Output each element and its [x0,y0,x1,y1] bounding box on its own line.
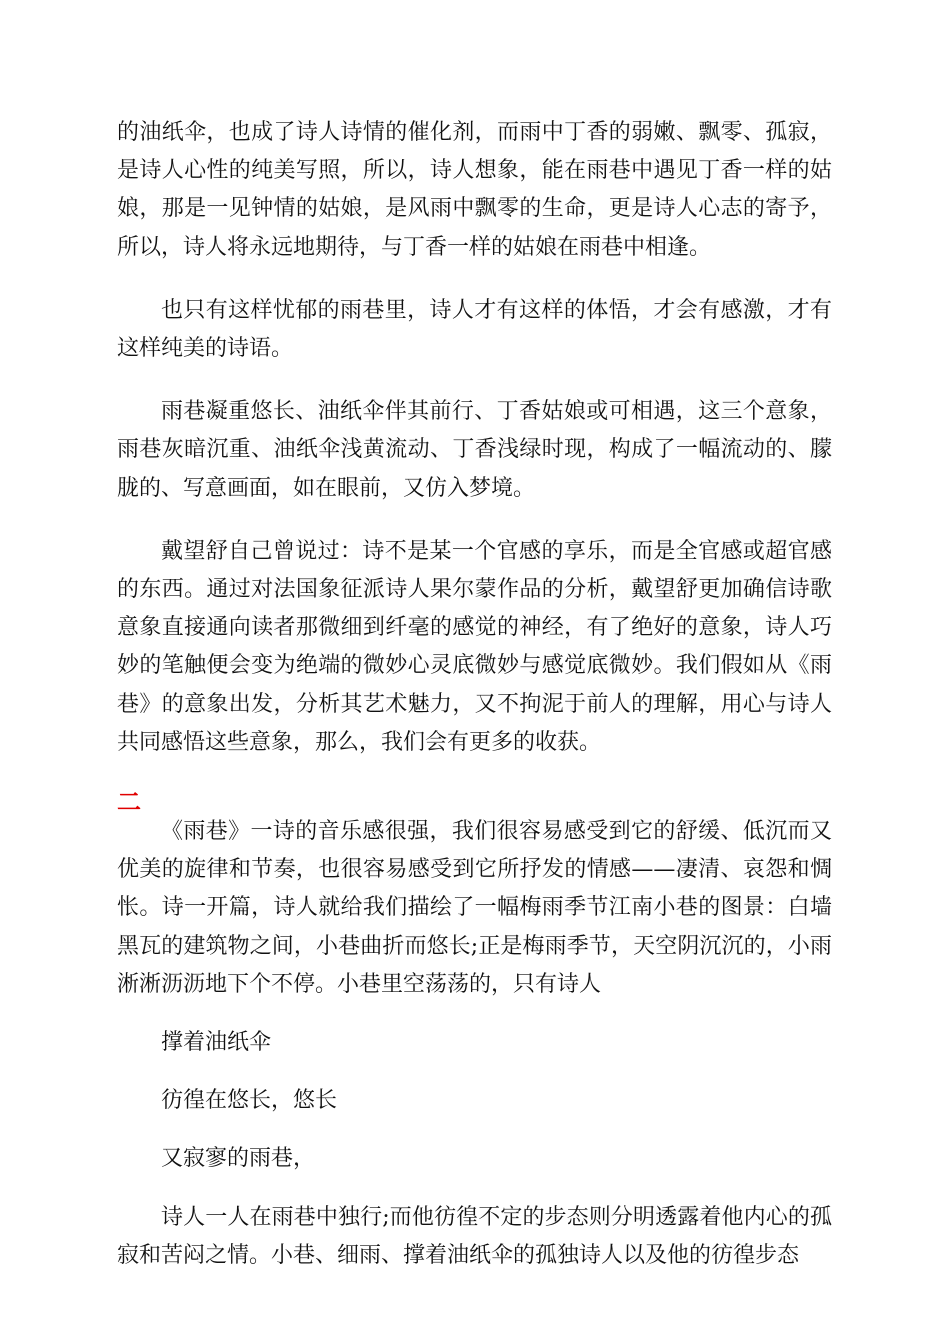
paragraph-final: 诗人一人在雨巷中独行;而他彷徨不定的步态则分明透露着他内心的孤寂和苦闷之情。小巷、细雨、撑着油纸伞的孤独诗人以及他的彷徨步态 [117,1204,832,1268]
verse-line: 撑着油纸伞 [161,1030,272,1056]
paragraph-music: 《雨巷》一诗的音乐感很强，我们很容易感受到它的舒缓、低沉而又优美的旋律和节奏，也很容易感受到它所抒发的情感——凄清、哀怨和惆怅。诗一开篇，诗人就给我们描绘了一幅梅雨季节江南小巷的图景：白墙黑瓦的建筑物之间，小巷曲折而悠长;正是梅雨季节，天空阴沉沉的，小雨淅淅沥沥地下个不停。小巷里空荡荡的，只有诗人 [117,819,832,997]
verse-line: 又寂寥的雨巷， [161,1146,316,1172]
paragraph-insight: 也只有这样忧郁的雨巷里，诗人才有这样的体悟，才会有感激，才有这样纯美的诗语。 [117,297,832,362]
section-heading: 二 [117,787,141,817]
verse-line: 彷徨在悠长，悠长 [161,1088,338,1114]
paragraph-continued: 的油纸伞，也成了诗人诗情的催化剂，而雨中丁香的弱嫩、飘零、孤寂，是诗人心性的纯美写照，所以，诗人想象，能在雨巷中遇见丁香一样的姑娘，那是一见钟情的姑娘，是风雨中飘零的生命，更是诗人心志的寄予，所以，诗人将永远地期待，与丁香一样的姑娘在雨巷中相逢。 [117,120,832,260]
paragraph-dai-wangshu: 戴望舒自己曾说过：诗不是某一个官感的享乐，而是全官感或超官感的东西。通过对法国象征派诗人果尔蒙作品的分析，戴望舒更加确信诗歌意象直接通向读者那微细到纤毫的感觉的神经，有了绝好的意象，诗人巧妙的笔触便会变为绝端的微妙心灵底微妙与感觉底微妙。我们假如从《雨巷》的意象出发，分析其艺术魅力，又不拘泥于前人的理解，用心与诗人共同感悟这些意象，那么，我们会有更多的收获。 [117,538,832,755]
paragraph-imagery: 雨巷凝重悠长、油纸伞伴其前行、丁香姑娘或可相遇，这三个意象，雨巷灰暗沉重、油纸伞浅黄流动、丁香浅绿时现，构成了一幅流动的、朦胧的、写意画面，如在眼前，又仿入梦境。 [117,399,832,501]
document-page [117,114,832,1300]
